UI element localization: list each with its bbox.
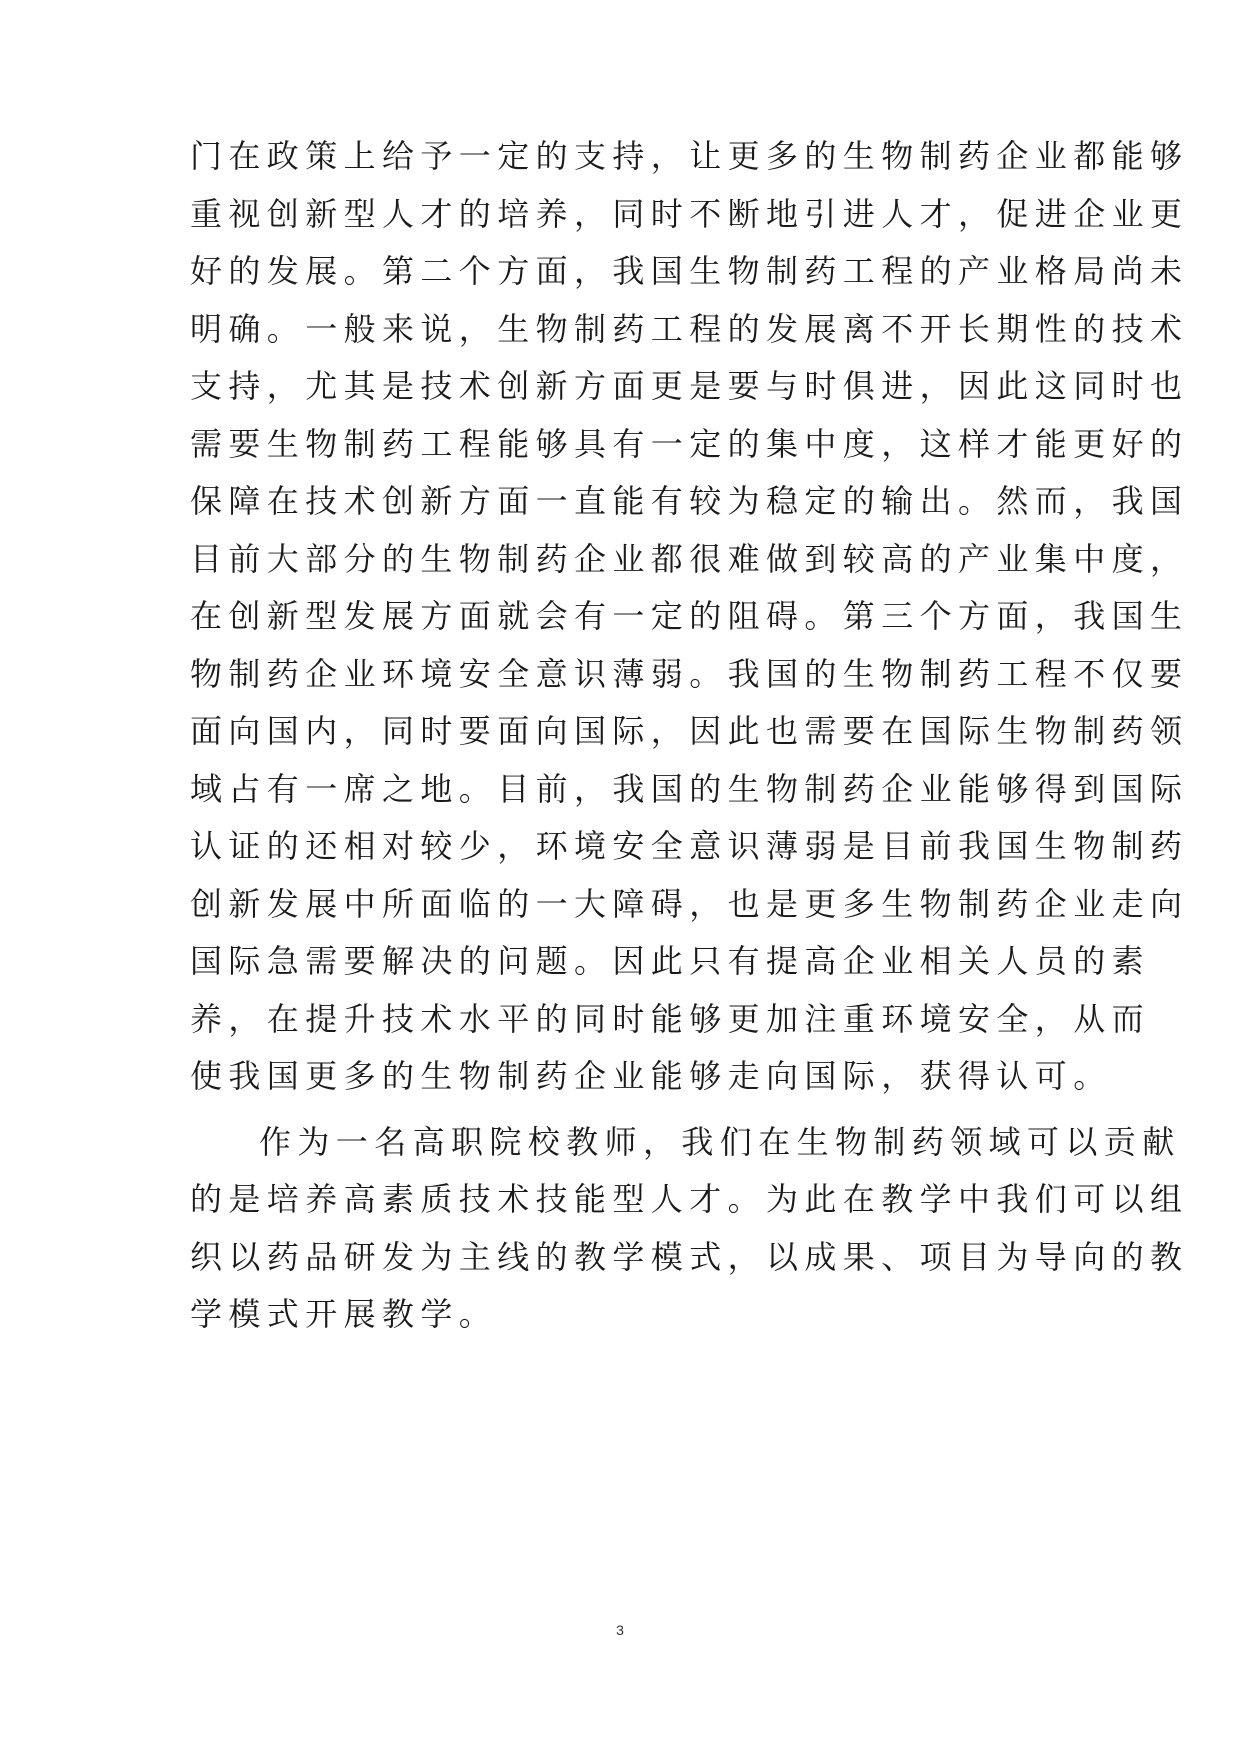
text-line: 养，在提升技术水平的同时能够更加注重环境安全，从而 <box>190 999 1151 1038</box>
text-line: 作为一名高职院校教师，我们在生物制药领域可以贡献 <box>259 1122 1181 1161</box>
text-line: 认证的还相对较少，环境安全意识薄弱是目前我国生物制药 <box>190 827 1189 865</box>
paragraph-1 <box>190 128 1189 1106</box>
text-line: 面向国内，同时要面向国际，因此也需要在国际生物制药领 <box>190 712 1189 750</box>
body-text <box>190 128 1189 1344</box>
text-line: 支持，尤其是技术创新方面更是要与时俱进，因此这同时也 <box>190 367 1189 405</box>
text-line: 好的发展。第二个方面，我国生物制药工程的产业格局尚未 <box>190 252 1189 290</box>
text-line: 需要生物制药工程能够具有一定的集中度，这样才能更好的 <box>190 424 1189 463</box>
text-line: 使我国更多的生物制药企业能够走向国际，获得认可。 <box>190 1057 1112 1095</box>
text-line: 学模式开展教学。 <box>190 1295 498 1333</box>
text-line: 的是培养高素质技术技能型人才。为此在教学中我们可以组 <box>190 1180 1189 1218</box>
paragraph-gap <box>190 1106 1060 1114</box>
text-line: 创新发展中所面临的一大障碍，也是更多生物制药企业走向 <box>190 884 1189 923</box>
text-line: 织以药品研发为主线的教学模式，以成果、项目为导向的教 <box>190 1237 1189 1276</box>
page-number: 3 <box>616 1622 624 1638</box>
text-line: 物制药企业环境安全意识薄弱。我国的生物制药工程不仅要 <box>190 654 1189 693</box>
text-line: 国际急需要解决的问题。因此只有提高企业相关人员的素 <box>190 942 1151 980</box>
text-line: 门在政策上给予一定的支持，让更多的生物制药企业都能够 <box>190 137 1189 175</box>
text-line: 保障在技术创新方面一直能有较为稳定的输出。然而，我国 <box>190 482 1189 520</box>
text-line: 重视创新型人才的培养，同时不断地引进人才，促进企业更 <box>190 194 1189 233</box>
text-line: 明确。一般来说，生物制药工程的发展离不开长期性的技术 <box>190 309 1189 348</box>
paragraph-2 <box>190 1114 1189 1344</box>
text-line: 域占有一席之地。目前，我国的生物制药企业能够得到国际 <box>190 769 1189 808</box>
text-line: 在创新型发展方面就会有一定的阻碍。第三个方面，我国生 <box>190 597 1189 635</box>
text-line: 目前大部分的生物制药企业都很难做到较高的产业集中度， <box>190 539 1189 578</box>
